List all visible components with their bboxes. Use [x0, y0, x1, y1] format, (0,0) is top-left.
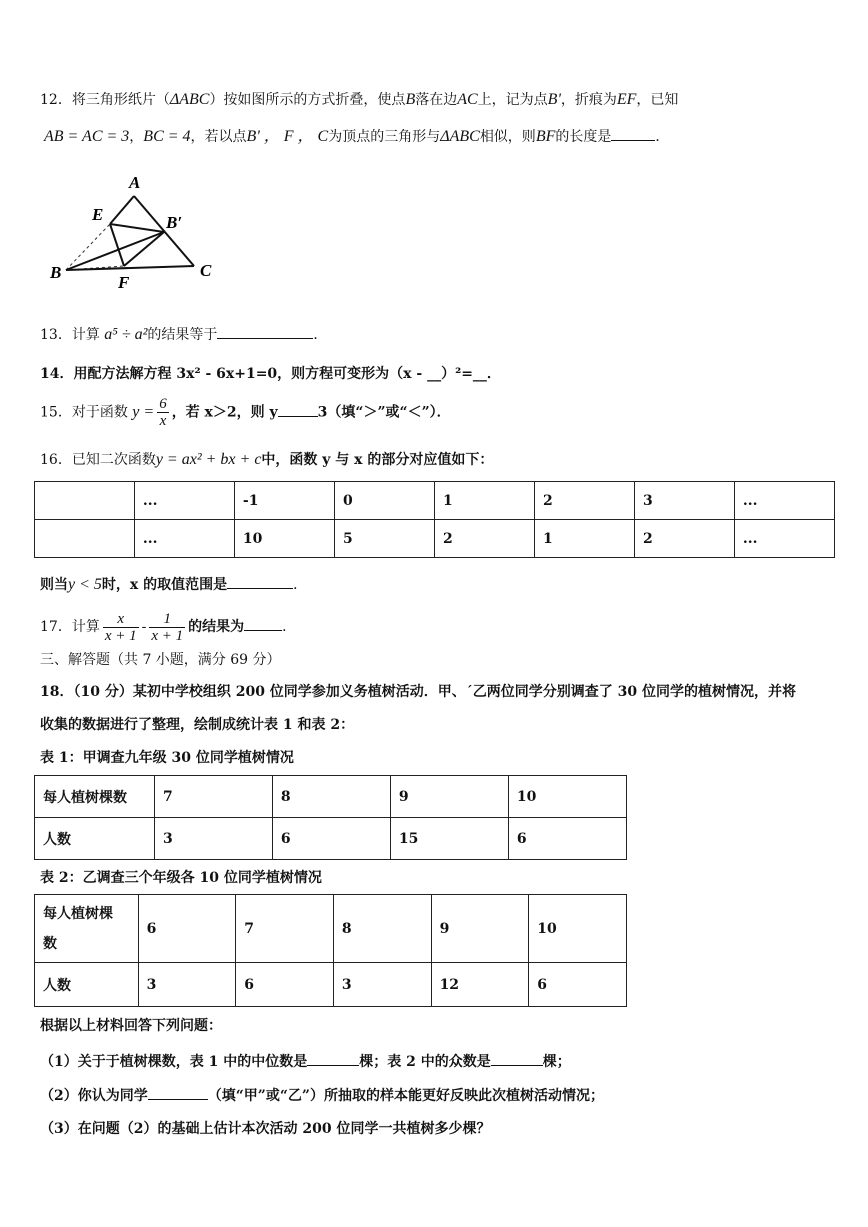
math-expr: a⁵ ÷ a² — [104, 326, 148, 343]
numerator: 6 — [159, 396, 167, 412]
text: ． — [282, 619, 297, 635]
text: ，已知 — [636, 92, 679, 108]
table-cell: 15 — [390, 818, 508, 860]
q16-stem — [40, 450, 493, 470]
text: 3（填“＞”或“＜”）． — [317, 404, 451, 421]
table-cell — [35, 482, 135, 520]
table-cell: 5 — [334, 520, 434, 558]
minus-sign: ‐ — [141, 619, 147, 635]
table-row — [35, 963, 627, 1007]
math-points: B' ， F ， C — [246, 128, 329, 145]
answer-blank — [227, 574, 293, 589]
text: 则当 — [40, 577, 68, 593]
math-segment: AC — [457, 91, 478, 108]
text: 棵；表 2 中的众数是 — [359, 1054, 491, 1070]
table2-title: 表 2：乙调查三个年级各 10 位同学植树情况 — [40, 870, 322, 886]
q13 — [40, 324, 327, 345]
crease-ef — [110, 224, 124, 266]
table2 — [34, 894, 627, 1007]
dashed-edge-be — [66, 224, 110, 270]
text: 12．将三角形纸片（ — [40, 92, 170, 108]
q18-sub1 — [40, 1051, 571, 1072]
table-row — [35, 818, 627, 860]
table-row — [35, 520, 835, 558]
math-point: B — [405, 91, 416, 108]
text: 15．对于函数 — [40, 404, 128, 421]
math-eq: BC = 4 — [143, 128, 191, 145]
table-cell: ... — [734, 482, 834, 520]
table-cell: 12 — [431, 963, 529, 1007]
text: 16．已知二次函数 — [40, 452, 156, 468]
table-cell: 1 — [434, 482, 534, 520]
table-cell: ... — [734, 520, 834, 558]
text: 的长度是 — [555, 129, 612, 145]
math-segment: EF — [616, 91, 637, 108]
table1-title: 表 1：甲调查九年级 30 位同学植树情况 — [40, 750, 294, 766]
text: 棵； — [542, 1054, 571, 1070]
text: ）按如图所示的方式折叠，使点 — [209, 92, 406, 108]
text: ，若以点 — [190, 129, 247, 145]
table-cell: 3 — [154, 818, 272, 860]
math-triangle: ΔABC — [169, 91, 210, 108]
table-cell: 6 — [138, 895, 236, 963]
text: 中，函数 y 与 x 的部分对应值如下： — [261, 452, 494, 468]
fraction-1 — [103, 611, 139, 644]
table-cell: ... — [134, 482, 234, 520]
q18-sub2 — [40, 1085, 604, 1106]
q18-sub3: （3）在问题（2）的基础上估计本次活动 200 位同学一共植树多少棵？ — [40, 1121, 491, 1137]
text: 13．计算 — [40, 327, 100, 343]
table-cell: -1 — [234, 482, 334, 520]
text: 相似，则 — [479, 129, 536, 145]
q12-line2 — [44, 126, 669, 147]
text: ，折痕为 — [560, 92, 617, 108]
answer-blank — [307, 1051, 359, 1066]
q18-ask: 根据以上材料回答下列问题： — [40, 1018, 222, 1034]
text: 为顶点的三角形与 — [328, 129, 441, 145]
q18-line2: 收集的数据进行了整理，绘制成统计表 1 和表 2： — [40, 717, 355, 733]
text: ， — [129, 129, 144, 145]
q15 — [40, 396, 451, 429]
answer-blank — [278, 402, 318, 417]
table-cell: 6 — [236, 963, 334, 1007]
q17 — [40, 608, 296, 646]
label-f: F — [118, 273, 130, 292]
text: 数 — [43, 935, 57, 952]
table-cell: 6 — [508, 818, 626, 860]
table-cell: 7 — [154, 776, 272, 818]
math-triangle: ΔABC — [440, 128, 480, 145]
text: （2）你认为同学 — [40, 1088, 148, 1104]
text: （1）关于于植树棵数，表 1 中的中位数是 — [40, 1054, 308, 1070]
answer-blank — [491, 1051, 543, 1066]
table-cell: 3 — [634, 482, 734, 520]
table-cell: ... — [134, 520, 234, 558]
fraction — [157, 396, 169, 429]
denominator: x + 1 — [151, 627, 184, 644]
fraction-2 — [149, 611, 185, 644]
table-cell: 3 — [333, 963, 431, 1007]
text: ． — [293, 577, 308, 593]
answer-blank — [148, 1085, 208, 1100]
table-row — [35, 482, 835, 520]
text: ． — [655, 129, 670, 145]
table-cell: 0 — [334, 482, 434, 520]
table-cell: 10 — [234, 520, 334, 558]
table-cell: 2 — [534, 482, 634, 520]
table1 — [34, 775, 627, 860]
table-row — [35, 895, 627, 963]
label-e: E — [92, 205, 104, 224]
table-cell — [35, 520, 135, 558]
math-expr: y = ax² + bx + c — [155, 451, 262, 468]
table-cell: 7 — [236, 895, 334, 963]
label-b-prime: B′ — [166, 213, 183, 232]
table-cell: 9 — [431, 895, 529, 963]
table-cell: 1 — [534, 520, 634, 558]
label-c: C — [200, 261, 212, 280]
table-cell: 6 — [272, 818, 390, 860]
text: ，若 x＞2，则 y — [171, 404, 278, 421]
text: （填“甲”或“乙”）所抽取的样本能更好反映此次植树活动情况； — [207, 1088, 604, 1104]
table-cell: 8 — [272, 776, 390, 818]
text: 上，记为点 — [477, 92, 548, 108]
q16-table — [34, 481, 835, 558]
table-cell: 10 — [508, 776, 626, 818]
numerator: x — [117, 610, 125, 627]
answer-blank — [611, 126, 655, 141]
edge-eb1 — [110, 224, 164, 232]
math-point: B' — [547, 91, 561, 108]
math-expr: y < 5 — [68, 576, 102, 593]
edge-bc — [66, 266, 194, 270]
q16-question — [40, 574, 307, 595]
table-cell: 2 — [434, 520, 534, 558]
edge-fb1 — [124, 232, 164, 266]
text: 的结果等于 — [147, 327, 218, 343]
table-cell: 10 — [529, 895, 627, 963]
table-cell: 8 — [333, 895, 431, 963]
label-a: A — [129, 173, 141, 192]
table-cell: 3 — [138, 963, 236, 1007]
q18-line1: 18．（10 分）某初中学校组织 200 位同学参加义务植树活动．甲、ˊ乙两位同学分别调查了 30 位同学的植树情况，并将 — [40, 684, 797, 700]
text: 时，x 的取值范围是 — [101, 577, 228, 593]
table-row — [35, 776, 627, 818]
table-cell: 每人植树棵数 — [35, 776, 155, 818]
text: 落在边 — [415, 92, 458, 108]
text: 17．计算 — [40, 619, 100, 635]
math-expr: y = — [132, 403, 155, 421]
fold-triangle-figure — [44, 170, 234, 295]
edge-ae — [110, 196, 134, 224]
table-cell: 6 — [529, 963, 627, 1007]
text: 每人植树棵 — [43, 905, 113, 922]
numerator: 1 — [163, 610, 171, 627]
label-b: B — [50, 263, 62, 282]
answer-blank — [244, 616, 282, 631]
text: ． — [313, 327, 328, 343]
denominator: x — [157, 412, 169, 429]
q12-line1 — [40, 90, 678, 110]
math-eq: AB = AC = 3 — [44, 128, 130, 145]
q14: 14．用配方法解方程 3x² ‐ 6x+1=0，则方程可变形为（x ‐ __）²=__． — [40, 366, 501, 382]
table-cell: 人数 — [35, 818, 155, 860]
math-segment: BF — [535, 128, 556, 145]
answer-blank — [217, 324, 313, 339]
text: 的结果为 — [188, 619, 245, 635]
table-cell: 2 — [634, 520, 734, 558]
table-cell — [35, 895, 139, 963]
table-cell: 9 — [390, 776, 508, 818]
denominator: x + 1 — [104, 627, 137, 644]
table-cell: 人数 — [35, 963, 139, 1007]
section-heading: 三、解答题（共 7 小题，满分 69 分） — [40, 652, 281, 668]
